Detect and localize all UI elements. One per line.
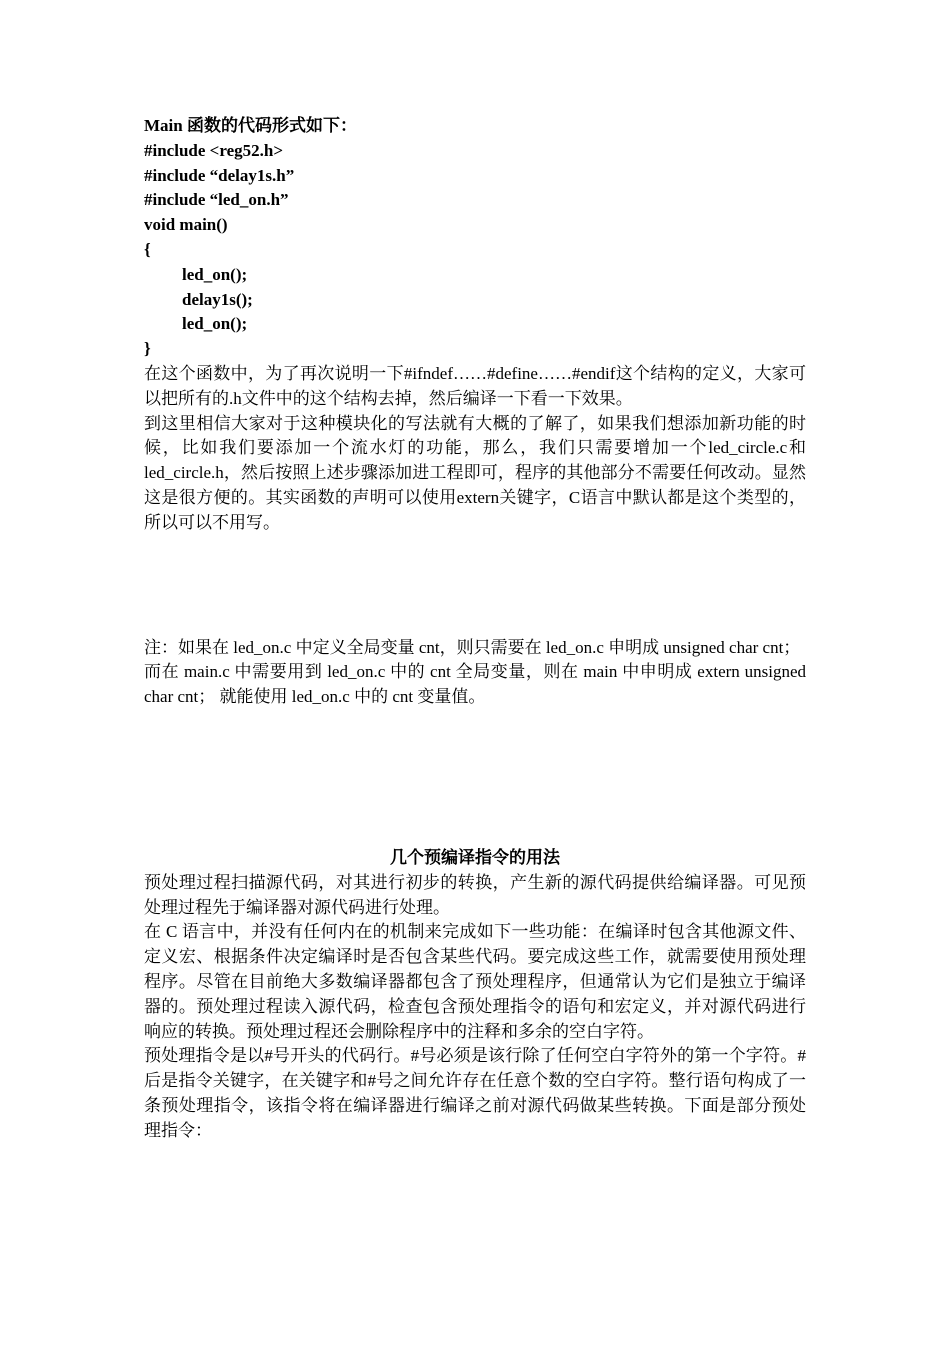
code-line: #include <reg52.h>: [144, 140, 284, 160]
note-block: [144, 636, 806, 710]
code-example: [144, 114, 806, 362]
code-line: led_on();: [182, 314, 248, 334]
paragraph-modular: 到这里相信大家对于这种模块化的写法就有大概的了解了，如果我们想添加新功能的时候，比如我们要添加一个流水灯的功能，那么，我们只需要增加一个led_circle.c和led_circle.h，然后按照上述步骤添加进工程即可，程序的其他部分不需要任何改动。显然这是很方便的。其实函数的声明可以使用extern关键字，C语言中默认都是这个类型的，所以可以不用写。: [144, 413, 806, 532]
code-line: #include “led_on.h”: [144, 190, 289, 210]
paragraph-ifndef: 在这个函数中，为了再次说明一下#ifndef……#define……#endif这个结构的定义，大家可以把所有的.h文件中的这个结构去掉，然后编译一下看一下效果。: [144, 363, 806, 408]
section-paragraph: 在 C 语言中，并没有任何内在的机制来完成如下一些功能：在编译时包含其他源文件、定义宏、根据条件决定编译时是否包含某些代码。要完成这些工作，就需要使用预处理程序。尽管在目前绝大多数编译器都包含了预处理程序，但通常认为它们是独立于编译器的。预处理过程读入源代码，检查包含预处理指令的语句和宏定义，并对源代码进行响应的转换。预处理过程还会删除程序中的注释和多余的空白字符。: [144, 922, 806, 1041]
section-paragraph: 预处理过程扫描源代码，对其进行初步的转换，产生新的源代码提供给编译器。可见预处理过程先于编译器对源代码进行处理。: [144, 872, 806, 917]
code-line: delay1s();: [182, 289, 253, 309]
note-paragraph: 而在 main.c 中需要用到 led_on.c 中的 cnt 全局变量，则在 main 中申明成 extern unsigned char cnt； 就能使用 led_on.c 中的 cnt 变量值。: [144, 662, 806, 707]
code-intro: Main 函数的代码形式如下：: [144, 116, 357, 135]
code-line: }: [144, 339, 151, 359]
code-line: led_on();: [182, 264, 248, 284]
code-line: void main(): [144, 215, 228, 235]
section-title: 几个预编译指令的用法: [390, 847, 560, 867]
document-page: [144, 114, 806, 1144]
note-paragraph: 注：如果在 led_on.c 中定义全局变量 cnt，则只需要在 led_on.c 申明成 unsigned char cnt；: [144, 637, 801, 657]
code-line: #include “delay1s.h”: [144, 165, 295, 185]
code-line: {: [144, 239, 151, 259]
section-paragraph: 预处理指令是以#号开头的代码行。#号必须是该行除了任何空白字符外的第一个字符。#后是指令关键字，在关键字和#号之间允许存在任意个数的空白字符。整行语句构成了一条预处理指令，该指令将在编译器进行编译之前对源代码做某些转换。下面是部分预处理指令：: [144, 1046, 806, 1140]
